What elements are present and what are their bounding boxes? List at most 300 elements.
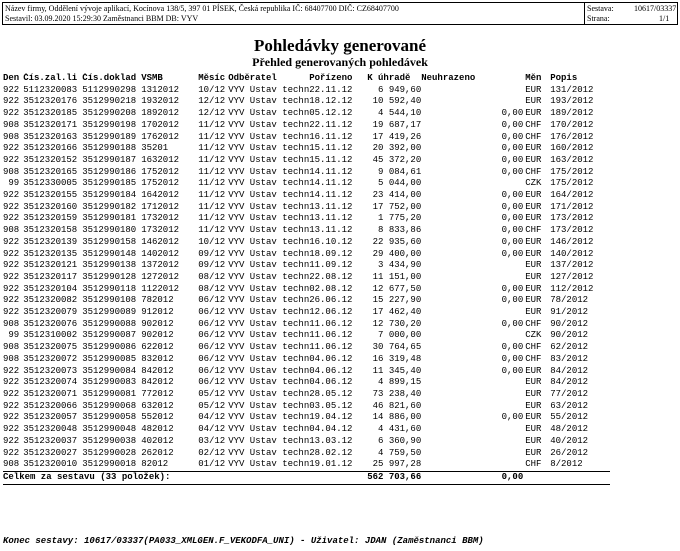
report-footer: Konec sestavy: 10617/03337(PA033_XMLGEN.F_VEKODFA_UNI) - Uživatel: JDAN (Zaměstnanci BBM)	[3, 536, 484, 546]
cell-vsmb: 1372012	[141, 260, 180, 271]
cell-odberatel: VYV Ústav techn	[228, 236, 310, 247]
table-row	[3, 96, 610, 108]
cell-cis-zal-li: 3512320159	[23, 213, 78, 224]
cell-cis-doklad: 3512990138	[82, 260, 137, 271]
cell-odberatel: VYV Ústav techn	[228, 365, 310, 376]
cell-vsmb: 1312012	[141, 84, 180, 95]
table-row	[3, 120, 610, 132]
cell-vsmb: 262012	[141, 447, 174, 458]
cell-den: 908	[3, 353, 20, 364]
cell-odberatel: VYV Ústav techn	[228, 447, 310, 458]
cell-cis-doklad: 3512990088	[82, 318, 137, 329]
cell-popis: 112/2012	[550, 283, 594, 294]
cell-men: CHF	[525, 166, 542, 177]
cell-k-uhrade: 73 238,40	[372, 388, 422, 399]
cell-neuhrazeno: 0,00	[501, 201, 524, 212]
cell-popis: 164/2012	[550, 190, 594, 201]
header-right-border	[677, 2, 678, 24]
cell-popis: 140/2012	[550, 248, 594, 259]
cell-cis-zal-li: 3512320074	[23, 377, 78, 388]
cell-vsmb: 772012	[141, 388, 174, 399]
cell-vsmb: 482012	[141, 424, 174, 435]
cell-den: 922	[3, 96, 20, 107]
cell-popis: 62/2012	[550, 342, 589, 353]
cell-porizeno: 02.08.12	[309, 283, 353, 294]
cell-popis: 160/2012	[550, 143, 594, 154]
cell-popis: 78/2012	[550, 295, 589, 306]
cell-popis: 163/2012	[550, 154, 594, 165]
cell-mesic: 08/12	[198, 283, 226, 294]
cell-popis: 175/2012	[550, 166, 594, 177]
cell-men: EUR	[525, 108, 542, 119]
cell-neuhrazeno: 0,00	[501, 154, 524, 165]
cell-mesic: 06/12	[198, 342, 226, 353]
cell-cis-zal-li: 3512320139	[23, 236, 78, 247]
cell-men: EUR	[525, 201, 542, 212]
cell-den: 922	[3, 190, 20, 201]
cell-porizeno: 26.06.12	[309, 295, 353, 306]
sestava-label: Sestava:	[587, 4, 614, 13]
table-row	[3, 319, 610, 331]
col-cis-doklad: Čís.doklad	[82, 73, 137, 83]
cell-vsmb: 902012	[141, 318, 174, 329]
cell-men: CHF	[525, 225, 542, 236]
cell-men: EUR	[525, 248, 542, 259]
cell-vsmb: 1752012	[141, 178, 180, 189]
cell-men: EUR	[525, 190, 542, 201]
cell-neuhrazeno	[421, 424, 523, 436]
cell-k-uhrade: 6 360,90	[378, 435, 422, 446]
cell-odberatel: VYV Ústav techn	[228, 424, 310, 435]
cell-popis: 83/2012	[550, 353, 589, 364]
cell-odberatel: VYV Ústav techn	[228, 143, 310, 154]
cell-k-uhrade: 8 833,86	[378, 225, 422, 236]
cell-vsmb: 1122012	[141, 283, 180, 294]
cell-neuhrazeno: 0,00	[501, 365, 524, 376]
col-porizeno: Pořízeno	[309, 73, 353, 83]
cell-porizeno: 04.06.12	[309, 377, 353, 388]
cell-k-uhrade: 14 886,00	[372, 412, 422, 423]
cell-k-uhrade: 4 899,15	[378, 377, 422, 388]
cell-den: 922	[3, 283, 20, 294]
cell-popis: 90/2012	[550, 318, 589, 329]
cell-vsmb: 1642012	[141, 190, 180, 201]
cell-odberatel: VYV Ústav techn	[228, 400, 310, 411]
cell-neuhrazeno	[421, 96, 523, 108]
cell-cis-doklad: 3512990180	[82, 225, 137, 236]
cell-popis: 90/2012	[550, 330, 589, 341]
cell-den: 99	[8, 330, 20, 341]
cell-odberatel: VYV Ústav techn	[228, 213, 310, 224]
cell-odberatel: VYV Ústav techn	[228, 271, 310, 282]
cell-neuhrazeno	[421, 389, 523, 401]
cell-cis-zal-li: 3512320073	[23, 365, 78, 376]
cell-porizeno: 18.12.12	[309, 96, 353, 107]
cell-porizeno: 15.11.12	[309, 154, 353, 165]
cell-den: 908	[3, 459, 20, 470]
cell-vsmb: 902012	[141, 330, 174, 341]
col-k-uhrade: K úhradě	[367, 73, 411, 83]
report-subtitle: Přehled generovaných pohledávek	[252, 55, 428, 69]
cell-popis: 170/2012	[550, 119, 594, 130]
cell-neuhrazeno	[421, 436, 523, 448]
cell-k-uhrade: 17 419,26	[372, 131, 422, 142]
cell-neuhrazeno	[421, 260, 523, 272]
cell-mesic: 11/12	[198, 166, 226, 177]
cell-men: CHF	[525, 459, 542, 470]
cell-neuhrazeno	[421, 401, 523, 413]
cell-porizeno: 13.11.12	[309, 201, 353, 212]
cell-popis: 171/2012	[550, 201, 594, 212]
cell-men: CHF	[525, 342, 542, 353]
cell-porizeno: 13.11.12	[309, 225, 353, 236]
cell-popis: 26/2012	[550, 447, 589, 458]
cell-porizeno: 11.09.12	[309, 260, 353, 271]
company-line: Název firmy, Oddělení vývoje aplikací, Kocínova 138/5, 397 01 PÍSEK, Česká republika IČ: 68407700 DIČ: CZ68407700	[5, 4, 399, 13]
cell-popis: 127/2012	[550, 271, 594, 282]
cell-cis-doklad: 3512990084	[82, 365, 137, 376]
table-row	[3, 190, 610, 202]
cell-neuhrazeno: 0,00	[501, 295, 524, 306]
cell-men: EUR	[525, 295, 542, 306]
cell-cis-doklad: 3512990085	[82, 353, 137, 364]
cell-mesic: 12/12	[198, 108, 226, 119]
cell-k-uhrade: 12 677,50	[372, 283, 422, 294]
cell-cis-zal-li: 5112320083	[23, 84, 78, 95]
table-row	[3, 366, 610, 378]
cell-men: EUR	[525, 96, 542, 107]
cell-odberatel: VYV Ústav techn	[228, 178, 310, 189]
cell-popis: 40/2012	[550, 435, 589, 446]
cell-cis-zal-li: 3512320027	[23, 447, 78, 458]
cell-men: CHF	[525, 131, 542, 142]
cell-men: EUR	[525, 424, 542, 435]
total-k-uhrade: 562 703,66	[367, 471, 421, 484]
cell-odberatel: VYV Ústav techn	[228, 166, 310, 177]
cell-neuhrazeno: 0,00	[501, 131, 524, 142]
cell-cis-zal-li: 3512320071	[23, 388, 78, 399]
cell-popis: 176/2012	[550, 131, 594, 142]
cell-k-uhrade: 45 372,20	[372, 154, 422, 165]
cell-men: CHF	[525, 119, 542, 130]
col-vsmb: VSMB	[141, 73, 163, 83]
cell-mesic: 06/12	[198, 365, 226, 376]
cell-neuhrazeno	[421, 448, 523, 460]
total-empty-men	[523, 471, 548, 484]
cell-men: EUR	[525, 84, 542, 95]
cell-cis-doklad: 3512990087	[82, 330, 137, 341]
strana-label: Strana:	[587, 14, 610, 23]
cell-porizeno: 16.11.12	[309, 131, 353, 142]
cell-k-uhrade: 17 462,40	[372, 307, 422, 318]
cell-popis: 8/2012	[550, 459, 583, 470]
table-row	[3, 459, 610, 471]
cell-vsmb: 402012	[141, 435, 174, 446]
cell-men: EUR	[525, 213, 542, 224]
cell-mesic: 09/12	[198, 248, 226, 259]
cell-cis-zal-li: 3512320155	[23, 190, 78, 201]
cell-odberatel: VYV Ústav techn	[228, 283, 310, 294]
cell-cis-zal-li: 3512320135	[23, 248, 78, 259]
table-row	[3, 202, 610, 214]
report-table	[3, 73, 610, 485]
cell-cis-doklad: 3512990208	[82, 108, 137, 119]
cell-porizeno: 04.06.12	[309, 353, 353, 364]
cell-odberatel: VYV Ústav techn	[228, 84, 310, 95]
cell-cis-doklad: 3512990118	[82, 283, 137, 294]
cell-men: EUR	[525, 377, 542, 388]
cell-mesic: 06/12	[198, 295, 226, 306]
cell-neuhrazeno: 0,00	[501, 166, 524, 177]
cell-cis-zal-li: 3512320079	[23, 307, 78, 318]
cell-cis-zal-li: 3512320185	[23, 108, 78, 119]
cell-neuhrazeno: 0,00	[501, 119, 524, 130]
cell-den: 922	[3, 84, 20, 95]
cell-men: EUR	[525, 307, 542, 318]
cell-den: 922	[3, 412, 20, 423]
table-row	[3, 237, 610, 249]
cell-porizeno: 11.06.12	[309, 342, 353, 353]
cell-neuhrazeno	[421, 178, 523, 190]
cell-cis-doklad: 3512990158	[82, 236, 137, 247]
cell-odberatel: VYV Ústav techn	[228, 388, 310, 399]
cell-men: CZK	[525, 178, 542, 189]
cell-popis: 131/2012	[550, 84, 594, 95]
cell-mesic: 01/12	[198, 459, 226, 470]
cell-odberatel: VYV Ústav techn	[228, 131, 310, 142]
cell-neuhrazeno	[421, 85, 523, 97]
cell-cis-zal-li: 3512320166	[23, 143, 78, 154]
table-row	[3, 167, 610, 179]
cell-den: 922	[3, 447, 20, 458]
cell-neuhrazeno	[421, 377, 523, 389]
cell-odberatel: VYV Ústav techn	[228, 377, 310, 388]
cell-popis: 84/2012	[550, 365, 589, 376]
cell-cis-zal-li: 3512320037	[23, 435, 78, 446]
cell-cis-zal-li: 3512320121	[23, 260, 78, 271]
cell-mesic: 06/12	[198, 377, 226, 388]
cell-k-uhrade: 4 544,10	[378, 108, 422, 119]
cell-odberatel: VYV Ústav techn	[228, 190, 310, 201]
cell-mesic: 11/12	[198, 131, 226, 142]
cell-k-uhrade: 20 392,00	[372, 143, 422, 154]
cell-mesic: 11/12	[198, 225, 226, 236]
table-row	[3, 307, 610, 319]
cell-cis-doklad: 3512990083	[82, 377, 137, 388]
col-cis-zal-li: Čís.zal.li	[23, 73, 78, 83]
cell-den: 922	[3, 435, 20, 446]
cell-cis-zal-li: 3512320076	[23, 318, 78, 329]
cell-cis-doklad: 3512990184	[82, 190, 137, 201]
table-row	[3, 354, 610, 366]
cell-neuhrazeno: 0,00	[501, 283, 524, 294]
table-row	[3, 389, 610, 401]
total-neuhrazeno: 0,00	[421, 471, 523, 484]
cell-odberatel: VYV Ústav techn	[228, 318, 310, 329]
cell-cis-doklad: 3512990188	[82, 143, 137, 154]
header-bottom-border	[2, 24, 678, 25]
cell-den: 922	[3, 154, 20, 165]
cell-den: 922	[3, 108, 20, 119]
cell-k-uhrade: 4 431,60	[378, 424, 422, 435]
table-row	[3, 342, 610, 354]
cell-cis-zal-li: 3512320104	[23, 283, 78, 294]
cell-vsmb: 842012	[141, 365, 174, 376]
cell-mesic: 05/12	[198, 388, 226, 399]
cell-k-uhrade: 12 730,20	[372, 318, 422, 329]
cell-vsmb: 1762012	[141, 131, 180, 142]
cell-porizeno: 04.06.12	[309, 365, 353, 376]
cell-k-uhrade: 19 687,17	[372, 119, 422, 130]
cell-men: CZK	[525, 330, 542, 341]
table-row	[3, 225, 610, 237]
cell-popis: 77/2012	[550, 388, 589, 399]
cell-cis-doklad: 3512990189	[82, 131, 137, 142]
cell-den: 908	[3, 119, 20, 130]
cell-k-uhrade: 6 949,60	[378, 84, 422, 95]
cell-odberatel: VYV Ústav techn	[228, 459, 310, 470]
cell-porizeno: 14.11.12	[309, 178, 353, 189]
cell-popis: 173/2012	[550, 225, 594, 236]
cell-den: 922	[3, 260, 20, 271]
cell-mesic: 11/12	[198, 213, 226, 224]
sestava-value: 10617/03337	[634, 4, 677, 13]
col-den: Den	[3, 73, 20, 83]
strana-value: 1/1	[659, 14, 670, 23]
cell-cis-doklad: 3512990185	[82, 178, 137, 189]
cell-cis-doklad: 3512990187	[82, 154, 137, 165]
cell-mesic: 03/12	[198, 435, 226, 446]
cell-odberatel: VYV Ústav techn	[228, 119, 310, 130]
cell-mesic: 11/12	[198, 119, 226, 130]
cell-cis-zal-li: 3512320176	[23, 96, 78, 107]
table-row	[3, 448, 610, 460]
table-row	[3, 284, 610, 296]
cell-mesic: 02/12	[198, 447, 226, 458]
cell-porizeno: 19.04.12	[309, 412, 353, 423]
cell-men: EUR	[525, 365, 542, 376]
cell-porizeno: 12.06.12	[309, 307, 353, 318]
cell-vsmb: 1462012	[141, 236, 180, 247]
cell-odberatel: VYV Ústav techn	[228, 96, 310, 107]
cell-vsmb: 35201	[141, 143, 169, 154]
cell-vsmb: 1732012	[141, 213, 180, 224]
cell-cis-zal-li: 3512320057	[23, 412, 78, 423]
cell-vsmb: 782012	[141, 295, 174, 306]
cell-porizeno: 22.11.12	[309, 119, 353, 130]
cell-k-uhrade: 23 414,00	[372, 190, 422, 201]
cell-k-uhrade: 25 997,28	[372, 459, 422, 470]
cell-mesic: 04/12	[198, 424, 226, 435]
cell-odberatel: VYV Ústav techn	[228, 260, 310, 271]
cell-k-uhrade: 22 935,60	[372, 236, 422, 247]
cell-neuhrazeno: 0,00	[501, 412, 524, 423]
cell-neuhrazeno: 0,00	[501, 225, 524, 236]
cell-den: 922	[3, 295, 20, 306]
cell-cis-zal-li: 3512320010	[23, 459, 78, 470]
cell-den: 922	[3, 307, 20, 318]
cell-cis-doklad: 3512990148	[82, 248, 137, 259]
cell-vsmb: 552012	[141, 412, 174, 423]
table-row	[3, 132, 610, 144]
cell-k-uhrade: 15 227,90	[372, 295, 422, 306]
header-top-border	[2, 2, 678, 3]
cell-cis-zal-li: 3512320117	[23, 271, 78, 282]
cell-porizeno: 05.12.12	[309, 108, 353, 119]
cell-men: CHF	[525, 318, 542, 329]
table-row	[3, 178, 610, 190]
cell-den: 922	[3, 236, 20, 247]
cell-cis-doklad: 3512990218	[82, 96, 137, 107]
header-left-border	[2, 2, 3, 24]
table-row	[3, 85, 610, 97]
cell-popis: 84/2012	[550, 377, 589, 388]
cell-vsmb: 82012	[141, 459, 169, 470]
cell-men: EUR	[525, 400, 542, 411]
cell-neuhrazeno	[421, 272, 523, 284]
cell-cis-doklad: 3512990086	[82, 342, 137, 353]
cell-cis-doklad: 3512990058	[82, 412, 137, 423]
cell-popis: 146/2012	[550, 236, 594, 247]
cell-vsmb: 1752012	[141, 166, 180, 177]
cell-mesic: 06/12	[198, 318, 226, 329]
cell-vsmb: 842012	[141, 377, 174, 388]
cell-popis: 91/2012	[550, 307, 589, 318]
cell-mesic: 11/12	[198, 178, 226, 189]
cell-cis-zal-li: 3512320082	[23, 295, 78, 306]
cell-mesic: 10/12	[198, 236, 226, 247]
cell-vsmb: 1402012	[141, 248, 180, 259]
cell-den: 922	[3, 271, 20, 282]
table-row	[3, 108, 610, 120]
cell-cis-doklad: 3512990198	[82, 119, 137, 130]
cell-mesic: 04/12	[198, 412, 226, 423]
cell-men: EUR	[525, 388, 542, 399]
col-odberatel: Odběratel	[228, 73, 277, 83]
cell-cis-doklad: 5112990298	[82, 84, 137, 95]
cell-cis-zal-li: 3512320066	[23, 400, 78, 411]
cell-den: 922	[3, 400, 20, 411]
cell-cis-doklad: 3512990089	[82, 307, 137, 318]
cell-k-uhrade: 17 752,00	[372, 201, 422, 212]
cell-cis-zal-li: 3512320048	[23, 424, 78, 435]
cell-porizeno: 11.06.12	[309, 318, 353, 329]
cell-cis-zal-li: 3512320171	[23, 119, 78, 130]
cell-neuhrazeno: 0,00	[501, 353, 524, 364]
cell-porizeno: 28.05.12	[309, 388, 353, 399]
cell-vsmb: 1732012	[141, 225, 180, 236]
cell-popis: 55/2012	[550, 412, 589, 423]
cell-neuhrazeno: 0,00	[501, 143, 524, 154]
cell-cis-doklad: 3512990128	[82, 271, 137, 282]
table-row	[3, 330, 610, 342]
cell-porizeno: 18.09.12	[309, 248, 353, 259]
cell-k-uhrade: 1 775,20	[378, 213, 422, 224]
cell-neuhrazeno: 0,00	[501, 213, 524, 224]
cell-cis-doklad: 3512990186	[82, 166, 137, 177]
cell-men: EUR	[525, 447, 542, 458]
cell-odberatel: VYV Ústav techn	[228, 248, 310, 259]
cell-k-uhrade: 9 084,61	[378, 166, 422, 177]
total-label: Celkem za sestavu (33 položek):	[3, 471, 367, 484]
cell-porizeno: 14.11.12	[309, 166, 353, 177]
cell-porizeno: 19.01.12	[309, 459, 353, 470]
cell-cis-zal-li: 3512310002	[23, 330, 78, 341]
cell-odberatel: VYV Ústav techn	[228, 307, 310, 318]
cell-men: EUR	[525, 271, 542, 282]
table-row	[3, 401, 610, 413]
cell-men: EUR	[525, 412, 542, 423]
